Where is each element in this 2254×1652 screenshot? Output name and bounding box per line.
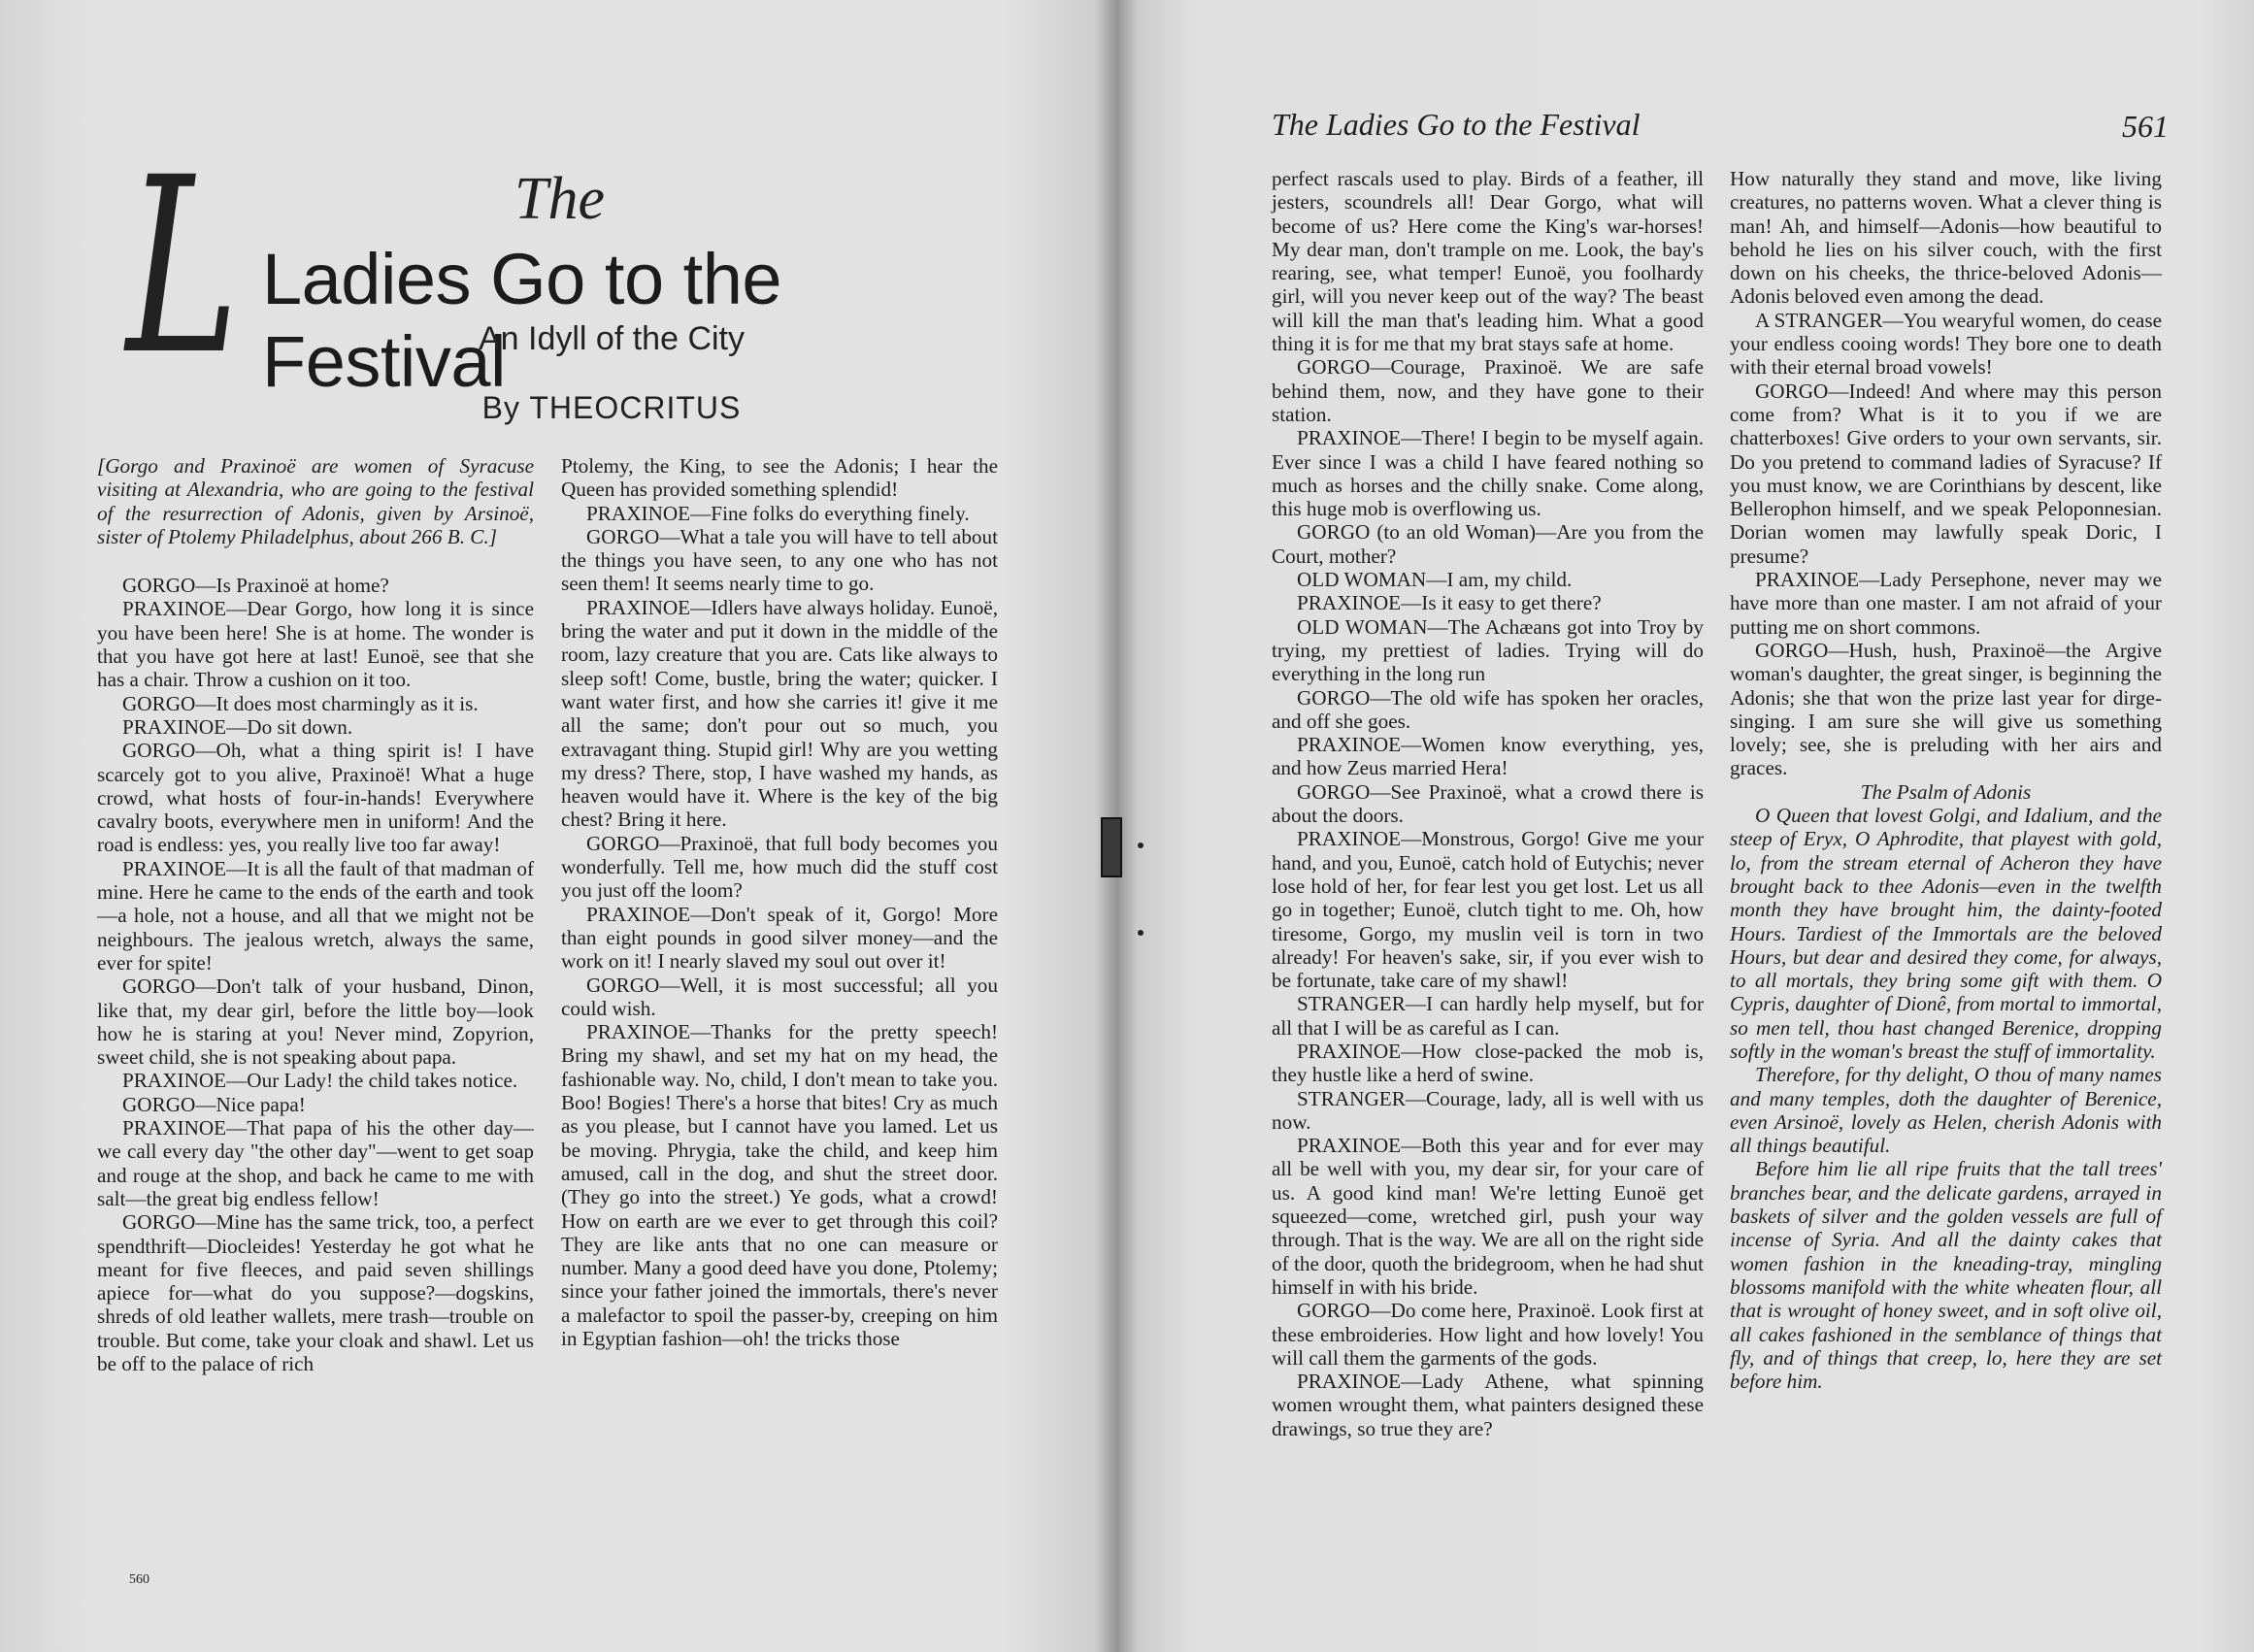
paragraph: PRAXINOE—It is all the fault of that madman of mine. Here he came to the ends of the earth and took—a hole, not a house, and all that we might not be neighbours. The jealous wretch, always the same, ever for spite! (97, 856, 534, 975)
paragraph: GORGO—Well, it is most successful; all you could wish. (561, 973, 998, 1020)
paragraph: PRAXINOE—Our Lady! the child takes notice. (122, 1069, 518, 1093)
title-the: The (514, 166, 605, 232)
left-page (0, 0, 1116, 1652)
paragraph: PRAXINOE—Lady Persephone, never may we have more than one master. I am not afraid of your putting me on short commons. (1730, 568, 2162, 639)
psalm-stanza: Before him lie all ripe fruits that the tall trees' branches bear, and the delicate gardens, arrayed in baskets of silver and the golden vessels are full of incense of Syria. And all the dainty cakes that women fashion in the kneading-tray, mingling blossoms manifold with the white wheaten flour, all that is wrought of honey sweet, and in soft olive oil, all cakes fashioned in the semblance of things that fly, and of things that creep, lo, here they are set before him. (1730, 1157, 2162, 1394)
paragraph: perfect rascals used to play. Birds of a feather, ill jesters, scoundrels all! Dear Gorgo, what will become of us? Here come the King's war-horses! My dear man, don't trample on me. Look, the bay's rearing, see, what temper! Eunoë, you foolhardy girl, will you never keep out of the way? The beast will kill the man that's leading him. What a good thing it is for me that my brat stays safe at home. (1272, 167, 1704, 356)
right-page (1116, 0, 2254, 1652)
paragraph: OLD WOMAN—The Achæans got into Troy by trying, my prettiest of ladies. Trying will do everything in the long run (1272, 614, 1704, 686)
left-column-1 (97, 454, 534, 1375)
subtitle: An Idyll of the City (478, 320, 745, 357)
title-initial: L (126, 125, 240, 408)
paragraph: PRAXINOE—That papa of his the other day—we call every day "the other day"—went to get soap and rouge at the shop, and back he came to me with salt—the great big endless fellow! (97, 1116, 534, 1210)
paragraph: PRAXINOE—There! I begin to be myself again. Ever since I was a child I have feared nothing so much as horses and the chilly snake. Come along, this huge mob is overflowing us. (1272, 426, 1704, 521)
paragraph: GORGO—Don't talk of your husband, Dinon, like that, my dear girl, before the little boy—look how he is staring at you! Never mind, Zopyrion, sweet child, she is not speaking about papa. (97, 975, 534, 1070)
paragraph: GORGO—The old wife has spoken her oracles, and off she goes. (1272, 685, 1704, 733)
binding-clip (1101, 817, 1122, 877)
paragraph: STRANGER—Courage, lady, all is well with us now. (1272, 1086, 1704, 1134)
page-number-left: 560 (129, 1572, 149, 1587)
paragraph: GORGO—Mine has the same trick, too, a perfect spendthrift—Diocleides! Yesterday he got what he meant for five fleeces, and paid seven shillings apiece for—what do you suppose?—dogskins, shreds of old leather wallets, mere trash—trouble on trouble. But come, take your cloak and shawl. Let us be off to the palace of rich (97, 1210, 534, 1375)
psalm-stanza: O Queen that lovest Golgi, and Idalium, and the steep of Eryx, O Aphrodite, that playest with gold, lo, from the stream eternal of Acheron they have brought back to thee Adonis—even in the twelfth month they have brought him, the dainty-footed Hours. Tardiest of the Immortals are the beloved Hours, but dear and desired they come, for always, to all mortals, they bring some gift with them. O Cypris, daughter of Dionê, from mortal to immortal, so men tell, thou hast changed Berenice, dropping softly in the woman's breast the stuff of immortality. (1730, 804, 2162, 1063)
paragraph: GORGO—Nice papa! (122, 1092, 306, 1116)
paragraph: PRAXINOE—How close-packed the mob is, they hustle like a herd of swine. (1272, 1039, 1704, 1087)
binding-hole (1138, 843, 1144, 848)
paragraph: GORGO—Do come here, Praxinoë. Look first at these embroideries. How light and how lovely! You will call them the garments of the gods. (1272, 1299, 1704, 1370)
paragraph: Ptolemy, the King, to see the Adonis; I hear the Queen has provided something splendid! (561, 454, 998, 502)
right-column-1 (1272, 167, 1704, 1440)
left-column-2 (561, 454, 998, 1350)
paragraph: A STRANGER—You wearyful women, do cease your endless cooing words! They bore one to death with their eternal broad vowels! (1730, 308, 2162, 380)
page-number-right: 561 (2122, 109, 2169, 144)
title-main: Ladies Go to the Festival (262, 239, 782, 402)
paragraph: GORGO—Praxinoë, that full body becomes you wonderfully. Tell me, how much did the stuff cost you just off the loom? (561, 831, 998, 903)
running-head: The Ladies Go to the Festival (1272, 107, 1641, 142)
paragraph: PRAXINOE—Fine folks do everything finely. (586, 501, 970, 525)
byline: By THEOCRITUS (481, 390, 742, 425)
right-column-2 (1730, 167, 2162, 1393)
paragraph: GORGO—It does most charmingly as it is. (122, 691, 479, 715)
psalm-title: The Psalm of Adonis (1860, 779, 2032, 804)
binding-hole (1138, 930, 1144, 936)
paragraph: PRAXINOE—Thanks for the pretty speech! Bring my shawl, and set my hat on my head, the fashionable way. No, child, I don't mean to take you. Boo! Bogies! There's a horse that bites! Cry as much as you please, but I cannot have you lamed. Let us be moving. Phrygia, take the child, and keep him amused, call in the dog, and shut the street door. (They go into the street.) Ye gods, what a crowd! How on earth are we ever to get through this coil? They are like ants that no one can measure or number. Many a good deed have you done, Ptolemy; since your father joined the immortals, there's never a malefactor to spoil the passer-by, creeping on him in Egyptian fashion—oh! the tricks those (561, 1020, 998, 1350)
paragraph: PRAXINOE—Do sit down. (122, 714, 353, 739)
paragraph: PRAXINOE—Is it easy to get there? (1297, 591, 1602, 615)
paragraph: PRAXINOE—Monstrous, Gorgo! Give me your hand, and you, Eunoë, catch hold of Eutychis; never lose hold of her, for fear lest you get lost. Let us all go in together; Eunoë, clutch tight to me. Oh, how tiresome, Gorgo, my muslin veil is torn in two already! For heaven's sake, sir, if you ever wish to be fortunate, take care of my shawl! (1272, 827, 1704, 993)
paragraph: GORGO—Courage, Praxinoë. We are safe behind them, now, and they have gone to their station. (1272, 355, 1704, 426)
paragraph: STRANGER—I can hardly help myself, but for all that I will be as careful as I can. (1272, 992, 1704, 1040)
paragraph: GORGO—Indeed! And where may this person come from? What is it to you if we are chatterboxes! Give orders to your own servants, sir. Do you pretend to command ladies of Syracuse? If you must know, we are Corinthians by descent, like Bellerophon himself, and we speak Peloponnesian. Dorian women may lawfully speak Doric, I presume? (1730, 379, 2162, 568)
paragraph: OLD WOMAN—I am, my child. (1297, 568, 1573, 592)
intro-note: [Gorgo and Praxinoë are women of Syracuse visiting at Alexandria, who are going to the festival of the resurrection of Adonis, given by Arsinoë, sister of Ptolemy Philadelphus, about 266 B. C.] (97, 454, 534, 548)
paragraph: PRAXINOE—Lady Athene, what spinning women wrought them, what painters designed these drawings, so true they are? (1272, 1370, 1704, 1440)
paragraph: GORGO—Is Praxinoë at home? (122, 574, 389, 598)
paragraph: GORGO—See Praxinoë, what a crowd there is about the doors. (1272, 779, 1704, 828)
paragraph: GORGO—Oh, what a thing spirit is! I have scarcely got to you alive, Praxinoë! What a huge crowd, what hosts of four-in-hands! Everywhere cavalry boots, everywhere men in uniform! And the road is endless: yes, you really live too far away! (97, 739, 534, 857)
paragraph: PRAXINOE—Dear Gorgo, how long it is since you have been here! She is at home. The wonder is that you have got here at last! Eunoë, see that she has a chair. Throw a cushion on it too. (97, 597, 534, 692)
paragraph: PRAXINOE—Don't speak of it, Gorgo! More than eight pounds in good silver money—and the work on it! I nearly slaved my soul out over it! (561, 902, 998, 974)
paragraph: GORGO—Hush, hush, Praxinoë—the Argive woman's daughter, the great singer, is beginning the Adonis; she that won the prize last year for dirge-singing. I am sure she will give us something lovely; see, she is preluding with her airs and graces. (1730, 638, 2162, 780)
paragraph: GORGO—What a tale you will have to tell about the things you have seen, to any one who has not seen them! It seems nearly time to go. (561, 524, 998, 596)
paragraph: How naturally they stand and move, like living creatures, no patterns woven. What a clever thing is man! Ah, and himself—Adonis—how beautiful to behold he lies on his silver couch, with the first down on his cheeks, the thrice-beloved Adonis—Adonis beloved even among the dead. (1730, 167, 2162, 309)
paragraph: PRAXINOE—Idlers have always holiday. Eunoë, bring the water and put it down in the middle of the room, lazy creature that you are. Cats like always to sleep soft! Come, bustle, bring the water; quicker. I want water first, and how she carries it! give it me all the same; don't pour out so much, you extravagant thing. Stupid girl! Why are you wetting my dress? There, stop, I have washed my hands, as heaven would have it. Where is the key of the big chest? Bring it here. (561, 595, 998, 832)
psalm-stanza: Therefore, for thy delight, O thou of many names and many temples, doth the daughter of Berenice, even Arsinoë, lovely as Helen, cherish Adonis with all things beautiful. (1730, 1063, 2162, 1158)
paragraph: PRAXINOE—Women know everything, yes, and how Zeus married Hera! (1272, 733, 1704, 780)
paragraph: GORGO (to an old Woman)—Are you from the Court, mother? (1272, 520, 1704, 568)
paragraph: PRAXINOE—Both this year and for ever may all be well with you, my dear sir, for your care of us. A good kind man! We're letting Eunoë get squeezed—come, wretched girl, push your way through. That is the way. We are all on the right side of the door, quoth the bridegroom, when he had shut himself in with his bride. (1272, 1134, 1704, 1299)
psalm (1730, 804, 2162, 1393)
